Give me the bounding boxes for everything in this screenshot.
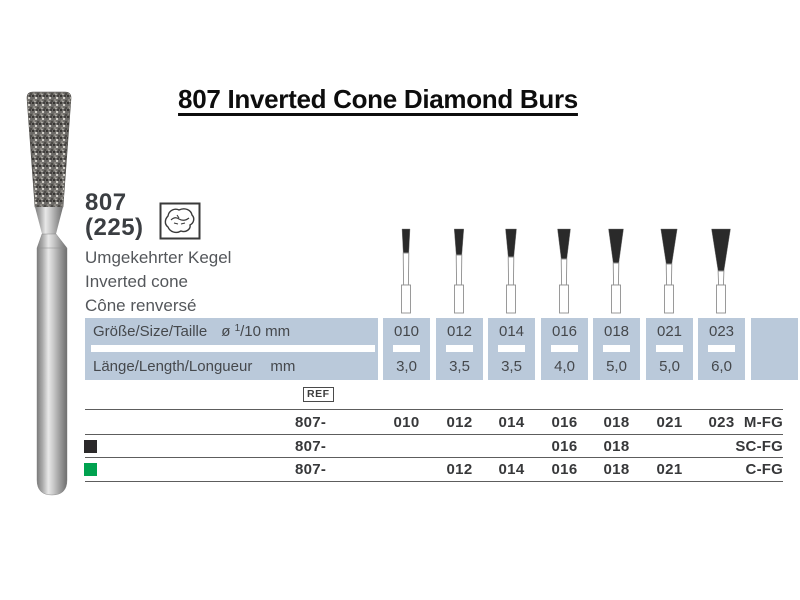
spec-col-016: 016 4,0 [541, 318, 588, 380]
product-name-fr: Cône renversé [85, 296, 197, 315]
grit-type-label: M-FG [743, 413, 783, 431]
product-name-en: Inverted cone [85, 272, 189, 291]
spec-col-012: 012 3,5 [436, 318, 483, 380]
green-square-marker [84, 463, 97, 476]
length-row-label: Länge/Length/Longueur mm [93, 357, 296, 375]
grit-type-label: SC-FG [735, 437, 783, 455]
spec-col-empty [751, 318, 798, 380]
spec-col-021: 021 5,0 [646, 318, 693, 380]
bur-icon-023 [709, 228, 733, 314]
ref-badge: REF [303, 387, 334, 402]
bur-icon-012 [447, 228, 471, 314]
diameter-unit: ø $^1$/10 mm [221, 323, 291, 340]
spec-col-018: 018 5,0 [593, 318, 640, 380]
bur-icon-014 [499, 228, 523, 314]
spec-col-023: 023 6,0 [698, 318, 745, 380]
grit-type-label: C-FG [745, 461, 783, 478]
ref-row-cfg: 807- 012 014 016 018 021 C-FG [0, 458, 800, 481]
black-square-marker [84, 440, 97, 453]
ref-row-scfg: 807- 016 018 SC-FG [0, 435, 800, 458]
size-row-label: Größe/Size/Taille ø $^1$/10 mm [93, 323, 291, 340]
bur-icon-016 [552, 228, 576, 314]
bur-icon-010 [394, 228, 418, 314]
row-separator [91, 345, 375, 352]
page-title: 807 Inverted Cone Diamond Burs [178, 84, 578, 114]
product-code-alt: (225) [85, 214, 144, 241]
product-name-de: Umgekehrter Kegel [85, 248, 232, 267]
bur-icon-021 [657, 228, 681, 314]
bur-icon-018 [604, 228, 628, 314]
product-code: 807 [85, 189, 127, 216]
ref-row-mfg: 807- 010 012 014 016 018 021 023 M-FG [0, 411, 800, 434]
tooth-occlusal-icon [159, 202, 201, 240]
spec-col-010: 010 3,0 [383, 318, 430, 380]
spec-col-014: 014 3,5 [488, 318, 535, 380]
spec-table-label-block [85, 318, 378, 380]
